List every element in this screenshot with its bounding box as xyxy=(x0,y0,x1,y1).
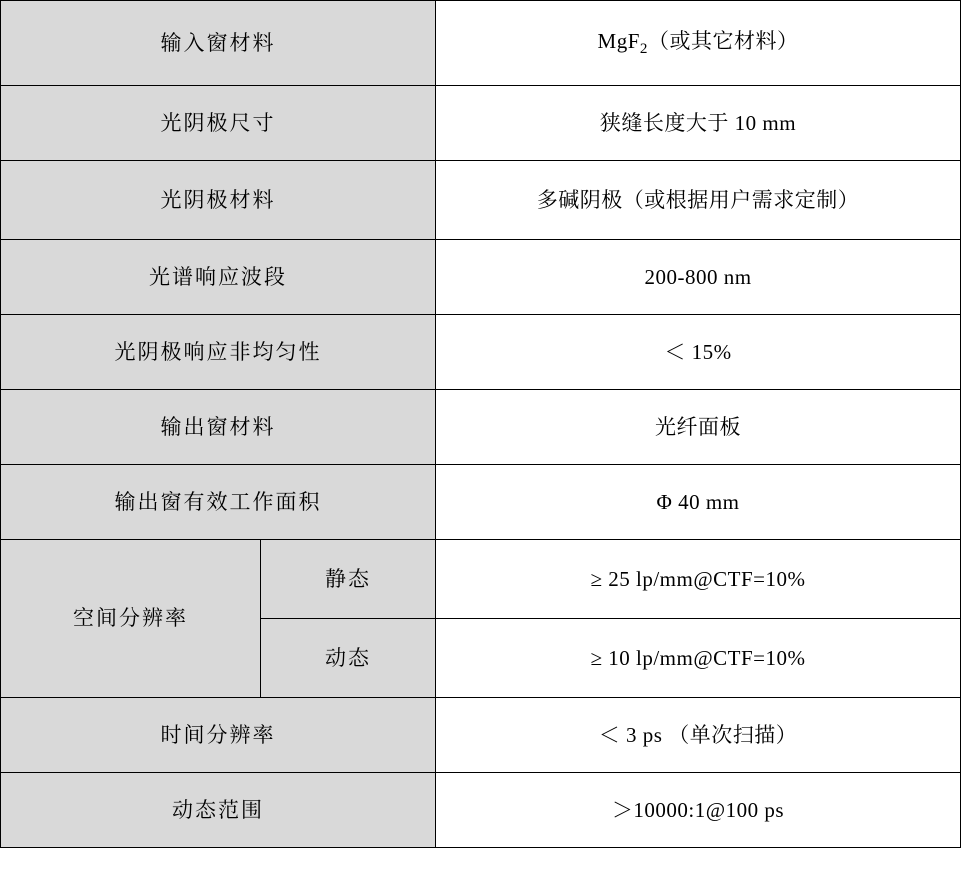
row-value-input-window-material: MgF$_2$（或其它材料） xyxy=(436,1,961,86)
table-body xyxy=(1,1,961,848)
row-label: 光阴极尺寸 xyxy=(1,86,436,161)
row-label: 输入窗材料 xyxy=(1,1,436,86)
row-value: ＜ 15% xyxy=(436,315,961,390)
table-row xyxy=(1,465,961,540)
row-value: 光纤面板 xyxy=(436,390,961,465)
table-row xyxy=(1,86,961,161)
row-label-spatial-resolution: 空间分辨率 xyxy=(1,540,261,698)
table-row xyxy=(1,1,961,86)
row-value: ≥ 25 lp/mm@CTF=10% xyxy=(436,540,961,619)
row-value: Φ 40 mm xyxy=(436,465,961,540)
row-value: ≥ 10 lp/mm@CTF=10% xyxy=(436,619,961,698)
row-label: 动态范围 xyxy=(1,773,436,848)
row-value: ＜ 3 ps （单次扫描） xyxy=(436,698,961,773)
table-row xyxy=(1,773,961,848)
row-value: 多碱阴极（或根据用户需求定制） xyxy=(436,161,961,240)
table-row xyxy=(1,240,961,315)
row-label: 时间分辨率 xyxy=(1,698,436,773)
row-sublabel-dynamic: 动态 xyxy=(261,619,436,698)
row-label: 光谱响应波段 xyxy=(1,240,436,315)
row-value: ＞10000:1@100 ps xyxy=(436,773,961,848)
row-value: 200-800 nm xyxy=(436,240,961,315)
row-label: 输出窗有效工作面积 xyxy=(1,465,436,540)
table-row xyxy=(1,315,961,390)
row-label: 光阴极材料 xyxy=(1,161,436,240)
table-row xyxy=(1,540,961,619)
table-row xyxy=(1,698,961,773)
row-label: 输出窗材料 xyxy=(1,390,436,465)
row-value: 狭缝长度大于 10 mm xyxy=(436,86,961,161)
table-row xyxy=(1,390,961,465)
row-sublabel-static: 静态 xyxy=(261,540,436,619)
table-row xyxy=(1,161,961,240)
row-label: 光阴极响应非均匀性 xyxy=(1,315,436,390)
